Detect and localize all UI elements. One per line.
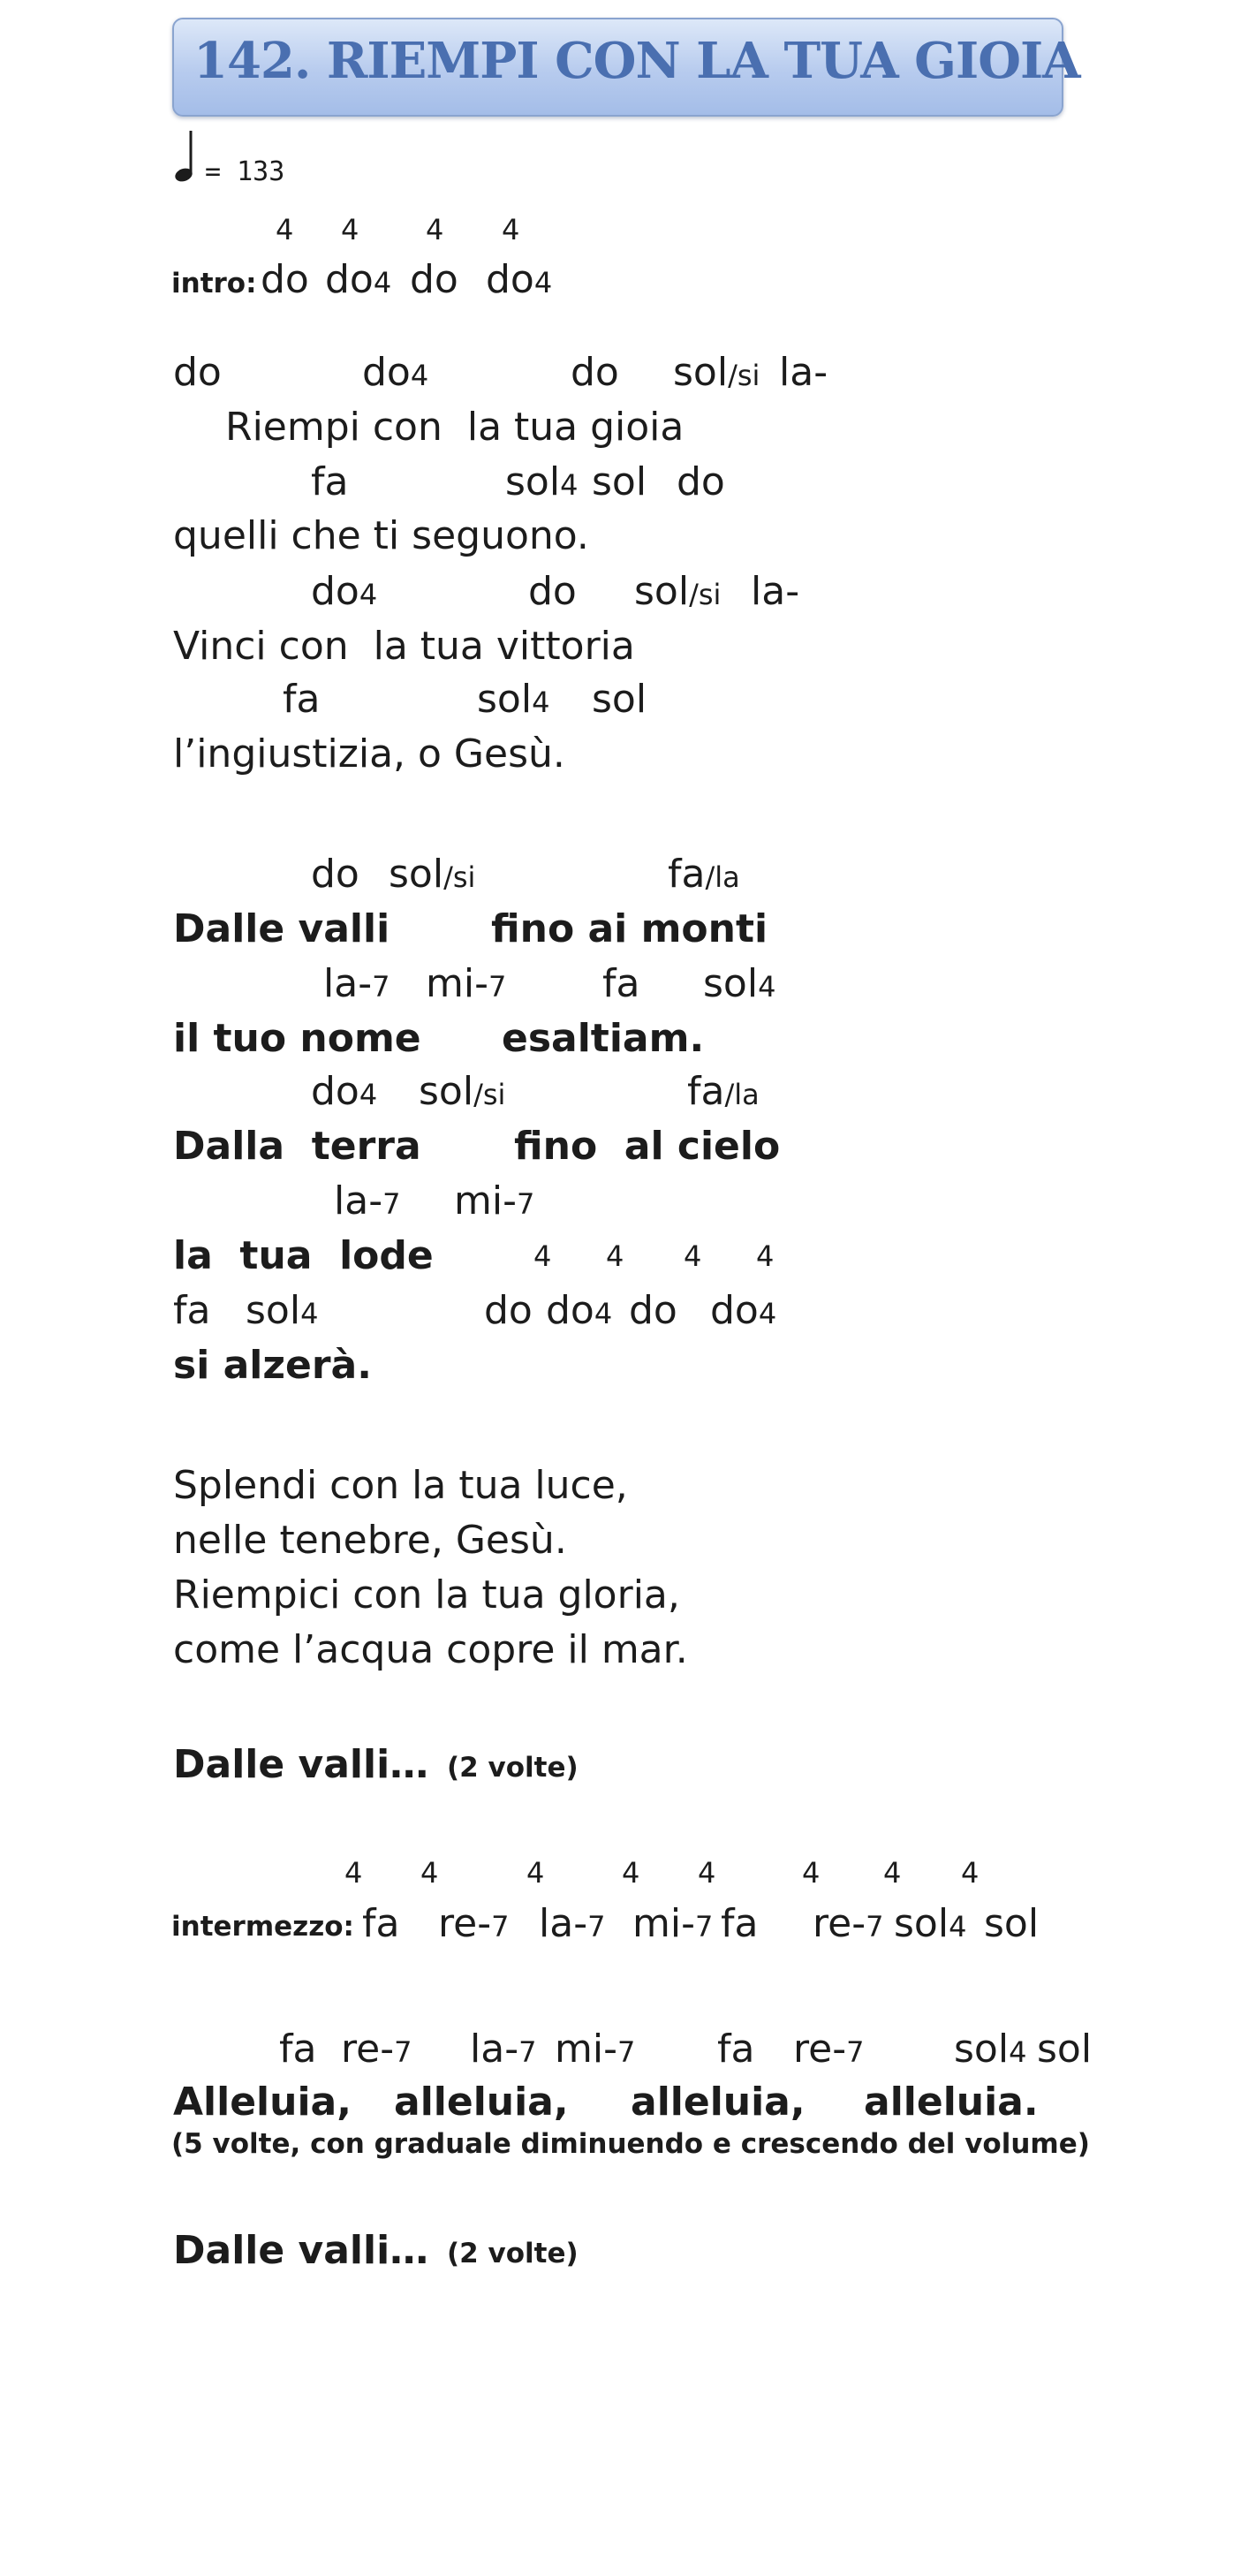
chord: fa/la xyxy=(687,1069,760,1114)
chord: do4 xyxy=(486,257,553,302)
alleluia-note: (5 volte, con graduale diminuendo e crescendo del volume) xyxy=(171,2128,1090,2160)
chord: sol/si xyxy=(389,852,476,897)
beat-mark: 4 xyxy=(883,1856,902,1890)
chord: mi-7 xyxy=(555,2027,636,2072)
alleluia-word: alleluia, xyxy=(394,2080,569,2125)
chord: do xyxy=(571,350,619,395)
chord: sol4 xyxy=(954,2027,1027,2072)
chord: la-7 xyxy=(323,961,390,1006)
chord: sol/si xyxy=(673,350,760,395)
chord: do xyxy=(410,257,458,302)
chord: fa xyxy=(602,961,640,1006)
chord: do xyxy=(311,852,359,897)
chord: sol/si xyxy=(634,569,722,614)
chord: la-7 xyxy=(470,2027,537,2072)
chord: sol4 xyxy=(246,1288,319,1333)
chord: re-7 xyxy=(793,2027,865,2072)
chord: sol xyxy=(1037,2027,1093,2072)
tempo-value: = 133 xyxy=(205,156,285,187)
beat-mark: 4 xyxy=(276,213,294,246)
quarter-note-icon xyxy=(173,129,200,184)
beat-mark: 4 xyxy=(420,1856,439,1890)
intermezzo-label: intermezzo: xyxy=(171,1911,354,1943)
chord: sol4 xyxy=(477,677,550,722)
chord: sol xyxy=(592,459,647,504)
chord: mi-7 xyxy=(454,1178,535,1224)
chorus-line: fino al cielo xyxy=(514,1124,781,1169)
chord: do4 xyxy=(311,1069,378,1114)
beat-mark: 4 xyxy=(344,1856,363,1890)
chorus-line: Dalla terra xyxy=(173,1124,421,1169)
chord: do xyxy=(261,257,309,302)
chord: sol4 xyxy=(703,961,776,1006)
lyric-line: Riempici con la tua gloria, xyxy=(173,1572,680,1618)
chorus-line: fino ai monti xyxy=(491,906,768,951)
chorus-line: Dalle valli xyxy=(173,906,390,951)
chord: do4 xyxy=(325,257,392,302)
chord: do xyxy=(484,1288,533,1333)
beat-mark: 4 xyxy=(622,1856,640,1890)
chord: la- xyxy=(779,350,828,395)
beat-mark: 4 xyxy=(756,1239,775,1273)
chord: do4 xyxy=(710,1288,777,1333)
chord: do xyxy=(173,350,222,395)
chord: do4 xyxy=(546,1288,613,1333)
beat-mark: 4 xyxy=(684,1239,702,1273)
chorus-line: il tuo nome xyxy=(173,1016,421,1061)
intro-label: intro: xyxy=(171,268,257,299)
chord: fa xyxy=(283,677,321,722)
lyric-line: come l’acqua copre il mar. xyxy=(173,1627,688,1672)
page-title: 142. RIEMPI CON LA TUA GIOIA xyxy=(193,32,1080,90)
chord: re-7 xyxy=(438,1901,510,1946)
lyric-line: Splendi con la tua luce, xyxy=(173,1463,628,1508)
chord: fa xyxy=(311,459,349,504)
chord: mi-7 xyxy=(632,1901,714,1946)
chord: do xyxy=(629,1288,677,1333)
chorus-line: esaltiam. xyxy=(502,1016,705,1061)
alleluia-word: alleluia. xyxy=(864,2080,1039,2125)
chord: fa xyxy=(721,1901,759,1946)
chord: re-7 xyxy=(813,1901,884,1946)
chord: mi-7 xyxy=(426,961,507,1006)
lyric-line: l’ingiustizia, o Gesù. xyxy=(173,731,565,777)
repeat-text: Dalle valli… xyxy=(173,2228,429,2273)
beat-mark: 4 xyxy=(698,1856,716,1890)
repeat-text: Dalle valli… xyxy=(173,1742,429,1787)
repeat-note: (2 volte) xyxy=(447,1752,579,1784)
lyric-line: nelle tenebre, Gesù. xyxy=(173,1518,567,1563)
title-banner xyxy=(172,18,1080,117)
beat-mark: 4 xyxy=(426,213,444,246)
beat-mark: 4 xyxy=(961,1856,980,1890)
chord: sol4 xyxy=(505,459,579,504)
chord: do xyxy=(677,459,725,504)
beat-mark: 4 xyxy=(502,213,520,246)
chord: fa/la xyxy=(668,852,740,897)
chord: sol4 xyxy=(894,1901,967,1946)
alleluia-word: alleluia, xyxy=(631,2080,806,2125)
beat-mark: 4 xyxy=(606,1239,624,1273)
chord: sol xyxy=(984,1901,1040,1946)
chord: la-7 xyxy=(334,1178,401,1224)
chord: fa xyxy=(717,2027,755,2072)
lyric-line: Riempi con la tua gioia xyxy=(225,405,685,450)
chord: la- xyxy=(751,569,800,614)
chord: sol xyxy=(592,677,647,722)
lyric-line: Vinci con la tua vittoria xyxy=(173,624,635,669)
beat-mark: 4 xyxy=(802,1856,821,1890)
chord: fa xyxy=(362,1901,400,1946)
repeat-note: (2 volte) xyxy=(447,2238,579,2269)
alleluia-word: Alleluia, xyxy=(173,2080,352,2125)
chord: la-7 xyxy=(539,1901,606,1946)
chord: do xyxy=(528,569,577,614)
lyric-line: quelli che ti seguono. xyxy=(173,513,589,558)
chorus-line: si alzerà. xyxy=(173,1343,372,1388)
chord: do4 xyxy=(362,350,429,395)
chord: re-7 xyxy=(341,2027,412,2072)
chord: fa xyxy=(173,1288,211,1333)
beat-mark: 4 xyxy=(533,1239,552,1273)
chord: sol/si xyxy=(419,1069,506,1114)
beat-mark: 4 xyxy=(526,1856,545,1890)
beat-mark: 4 xyxy=(341,213,359,246)
chorus-line: la tua lode xyxy=(173,1233,434,1278)
chord: do4 xyxy=(311,569,378,614)
chord: fa xyxy=(279,2027,317,2072)
